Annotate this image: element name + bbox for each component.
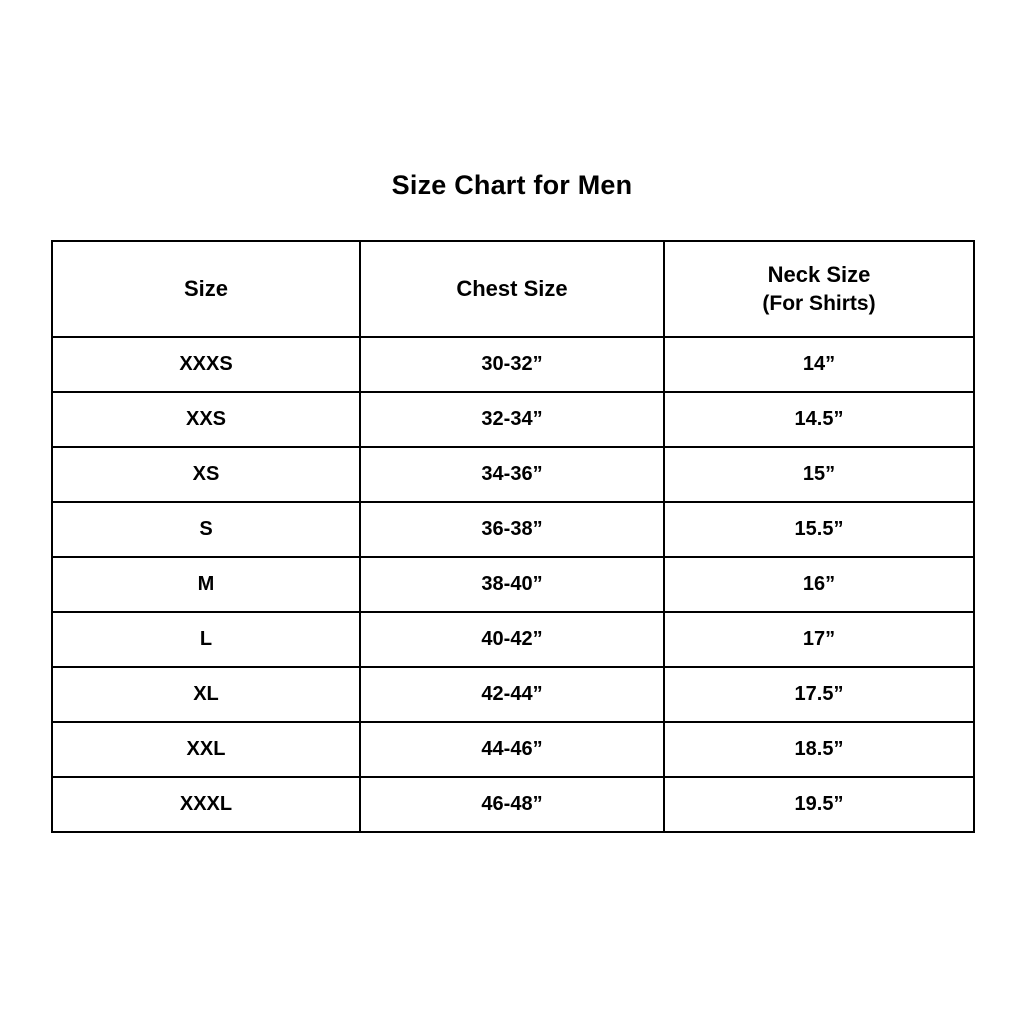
column-header-neck-size-label: Neck Size — [767, 262, 871, 288]
cell-chest: 40-42” — [360, 612, 664, 667]
cell-chest: 38-40” — [360, 557, 664, 612]
cell-chest: 32-34” — [360, 392, 664, 447]
column-header-size-label: Size — [183, 275, 229, 301]
cell-neck: 15.5” — [664, 502, 974, 557]
table-row — [52, 337, 974, 392]
page-title: Size Chart for Men — [391, 170, 633, 200]
table-header — [52, 241, 974, 337]
table-row — [52, 447, 974, 502]
table-row — [52, 502, 974, 557]
cell-size: XS — [52, 447, 360, 502]
cell-neck: 14.5” — [664, 392, 974, 447]
cell-size: XL — [52, 667, 360, 722]
cell-chest: 42-44” — [360, 667, 664, 722]
table-row — [52, 557, 974, 612]
cell-neck: 15” — [664, 447, 974, 502]
cell-neck: 17.5” — [664, 667, 974, 722]
column-header-size — [52, 241, 360, 337]
cell-chest: 44-46” — [360, 722, 664, 777]
cell-size: L — [52, 612, 360, 667]
cell-size: XXS — [52, 392, 360, 447]
cell-size: XXXL — [52, 777, 360, 832]
column-header-neck-size-sublabel: (For Shirts) — [762, 291, 876, 315]
table-row — [52, 667, 974, 722]
cell-neck: 14” — [664, 337, 974, 392]
column-header-chest-size — [360, 241, 664, 337]
table-row — [52, 722, 974, 777]
cell-neck: 18.5” — [664, 722, 974, 777]
cell-neck: 17” — [664, 612, 974, 667]
cell-chest: 34-36” — [360, 447, 664, 502]
table-row — [52, 392, 974, 447]
cell-chest: 30-32” — [360, 337, 664, 392]
cell-size: S — [52, 502, 360, 557]
cell-size: XXXS — [52, 337, 360, 392]
table-header-row — [52, 241, 974, 337]
column-header-neck-size — [664, 241, 974, 337]
table-body — [52, 337, 974, 832]
cell-neck: 16” — [664, 557, 974, 612]
size-chart-table — [51, 240, 975, 833]
cell-chest: 36-38” — [360, 502, 664, 557]
size-chart-table-wrapper — [51, 240, 973, 833]
column-header-chest-size-label: Chest Size — [456, 275, 568, 301]
cell-size: XXL — [52, 722, 360, 777]
table-row — [52, 612, 974, 667]
cell-size: M — [52, 557, 360, 612]
cell-chest: 46-48” — [360, 777, 664, 832]
table-row — [52, 777, 974, 832]
cell-neck: 19.5” — [664, 777, 974, 832]
